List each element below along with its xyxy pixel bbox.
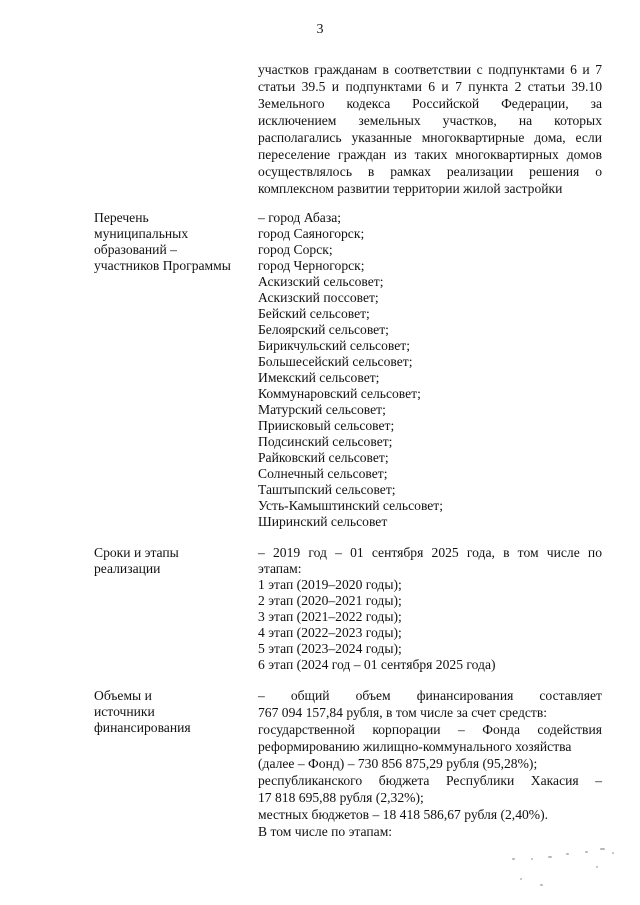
- intro-line: переселение граждан из таких многоквартирных домов: [258, 147, 602, 162]
- municipality-item: Усть-Камыштинский сельсовет;: [258, 498, 444, 513]
- financing-line: В том числе по этапам:: [258, 824, 393, 839]
- label-line: муниципальных: [94, 226, 189, 241]
- financing-line: республиканского бюджета Республики Хакасия –: [258, 773, 602, 788]
- page-number: 3: [316, 22, 324, 37]
- intro-line: располагались указанные многоквартирные дома, если: [258, 130, 602, 145]
- scan-speck: [512, 858, 515, 860]
- scan-speck: [612, 852, 614, 854]
- label-line: Перечень: [94, 210, 149, 225]
- municipality-item: Коммунаровский сельсовет;: [258, 386, 421, 401]
- scan-speck: [566, 853, 569, 855]
- financing-line: государственной корпорации – Фонда содействия: [258, 722, 602, 737]
- scan-speck: [600, 848, 605, 850]
- scan-speck: [520, 878, 522, 880]
- financing-line: 767 094 157,84 рубля, в том числе за счет средств:: [258, 705, 548, 720]
- intro-line: комплексном развитии территории жилой застройки: [258, 181, 563, 196]
- financing-line: реформированию жилищно-коммунального хозяйства: [258, 739, 572, 754]
- financing-line: 17 818 695,88 рубля (2,32%);: [258, 790, 424, 805]
- timing-item: 2 этап (2020–2021 годы);: [258, 593, 402, 608]
- label-line: Объемы и: [94, 688, 152, 703]
- municipality-item: город Черногорск;: [258, 258, 365, 273]
- financing-line: местных бюджетов – 18 418 586,67 рубля (2,40%).: [258, 807, 549, 822]
- financing-line: (далее – Фонд) – 730 856 875,29 рубля (95,28%);: [258, 756, 538, 771]
- timing-item: – 2019 год – 01 сентября 2025 года, в том числе по: [258, 545, 602, 560]
- timing-item: 3 этап (2021–2022 годы);: [258, 609, 402, 624]
- intro-line: Земельного кодекса Российской Федерации, за: [258, 96, 602, 111]
- municipality-item: Солнечный сельсовет;: [258, 466, 388, 481]
- label-line: образований –: [94, 242, 177, 257]
- municipality-item: Ширинский сельсовет: [258, 514, 388, 529]
- scan-speck: [540, 884, 543, 886]
- timing-item: 1 этап (2019–2020 годы);: [258, 577, 402, 592]
- label-line: финансирования: [94, 720, 191, 735]
- municipality-item: Аскизский поссовет;: [258, 290, 379, 305]
- label-line: Сроки и этапы: [94, 545, 179, 560]
- municipality-item: Бейский сельсовет;: [258, 306, 370, 321]
- municipality-item: Белоярский сельсовет;: [258, 322, 389, 337]
- municipality-item: город Сорск;: [258, 242, 333, 257]
- scan-speck: [585, 851, 588, 853]
- financing-line: – общий объем финансирования составляет: [258, 688, 602, 703]
- municipality-item: Таштыпский сельсовет;: [258, 482, 396, 497]
- municipality-item: Аскизский сельсовет;: [258, 274, 384, 289]
- label-line: источники: [94, 704, 155, 719]
- scan-speck: [596, 866, 598, 868]
- intro-line: участков гражданам в соответствии с подпунктами 6 и 7: [258, 62, 602, 77]
- timing-item: этапам:: [258, 561, 302, 576]
- intro-line: статьи 39.5 и подпунктами 6 и 7 пункта 2 статьи 39.10: [258, 79, 602, 94]
- timing-item: 6 этап (2024 год – 01 сентября 2025 года): [258, 657, 496, 672]
- municipality-item: Бирикчульский сельсовет;: [258, 338, 410, 353]
- municipality-item: – город Абаза;: [258, 210, 342, 225]
- timing-item: 4 этап (2022–2023 годы);: [258, 625, 402, 640]
- intro-line: осуществлялось в рамках реализации решения о: [258, 164, 602, 179]
- municipality-item: Большесейский сельсовет;: [258, 354, 413, 369]
- scan-speck: [531, 858, 533, 860]
- municipality-item: Райковский сельсовет;: [258, 450, 389, 465]
- municipality-item: Подсинский сельсовет;: [258, 434, 393, 449]
- label-line: участников Программы: [94, 258, 231, 273]
- intro-line: исключением земельных участков, на которых: [258, 113, 602, 128]
- label-line: реализации: [94, 561, 161, 576]
- scan-speck: [548, 856, 552, 858]
- municipality-item: Приисковый сельсовет;: [258, 418, 395, 433]
- municipality-item: Имекский сельсовет;: [258, 370, 380, 385]
- timing-item: 5 этап (2023–2024 годы);: [258, 641, 402, 656]
- municipality-item: город Саяногорск;: [258, 226, 365, 241]
- municipality-item: Матурский сельсовет;: [258, 402, 386, 417]
